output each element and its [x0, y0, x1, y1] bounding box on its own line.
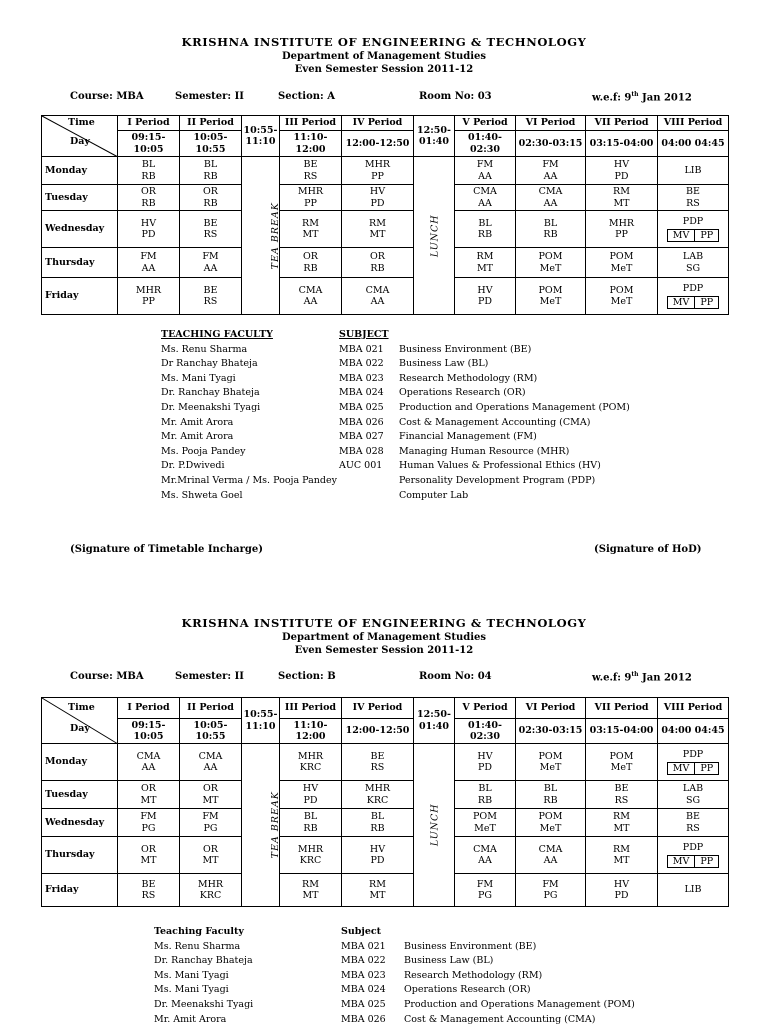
- timetable-grid-a: [41, 115, 729, 315]
- pdp-label: PDP: [682, 842, 704, 853]
- day-monday: Monday: [42, 157, 118, 185]
- faculty-name: Mr. Amit Arora: [154, 1013, 227, 1025]
- subject-code: MBA 021: [341, 940, 386, 952]
- period-3-time: 11:10-12:00: [280, 719, 342, 744]
- period-1-header: I Period: [118, 698, 180, 719]
- subject-heading-b: Subject: [341, 926, 382, 937]
- slot-cell: BL RB: [342, 809, 414, 837]
- day-tuesday: Tuesday: [42, 781, 118, 809]
- faculty-name: Ms. Mani Tyagi: [154, 969, 229, 981]
- slot-cell: BE RS: [280, 157, 342, 185]
- faculty-names-a: [161, 328, 337, 503]
- pdp-split-box: [667, 762, 719, 776]
- subject-name: Operations Research (OR): [404, 984, 531, 996]
- subject-names-b: [404, 940, 635, 1027]
- slot-cell: OR RB: [280, 248, 342, 278]
- faculty-name: Ms. Renu Sharma: [154, 940, 241, 952]
- slot-cell: HV PD: [586, 157, 658, 185]
- slot-cell: CMA AA: [516, 837, 586, 874]
- slot-cell: BE RS: [180, 211, 242, 248]
- slot-cell: OR MT: [118, 781, 180, 809]
- slot-cell: BL RB: [455, 781, 516, 809]
- slot-cell: BL RB: [455, 211, 516, 248]
- subject-code: MBA 023: [341, 969, 386, 981]
- pdp-split-box: [667, 229, 719, 243]
- day-friday: Friday: [42, 278, 118, 315]
- period-5-header: V Period: [455, 698, 516, 719]
- slot-cell: BE RS: [658, 809, 729, 837]
- period-6-time: 02:30-03:15: [516, 131, 586, 157]
- slot-cell: MHR PP: [342, 157, 414, 185]
- subject-name: Computer Lab: [399, 489, 469, 501]
- slot-cell: BL RB: [118, 157, 180, 185]
- period-4-time: 12:00-12:50: [342, 131, 414, 157]
- subject-name: Business Environment (BE): [399, 343, 532, 355]
- subject-code: MBA 024: [341, 984, 386, 996]
- slot-cell: FM AA: [455, 157, 516, 185]
- slot-cell: POM MeT: [516, 744, 586, 781]
- slot-cell: HV PD: [586, 874, 658, 907]
- slot-cell: RM MT: [586, 837, 658, 874]
- slot-cell: LAB SG: [658, 248, 729, 278]
- period-4-time: 12:00-12:50: [342, 719, 414, 744]
- room-b: Room No: 04: [419, 671, 492, 682]
- faculty-name: Dr. Meenakshi Tyagi: [154, 998, 254, 1010]
- faculty-name: Mr.Mrinal Verma / Ms. Pooja Pandey: [161, 474, 337, 486]
- wef-b: w.e.f: 9th Jan 2012: [592, 671, 692, 684]
- slot-cell: BE RS: [658, 185, 729, 211]
- slot-cell: CMA AA: [455, 185, 516, 211]
- slot-cell: OR MT: [180, 837, 242, 874]
- pdp-split-box: [667, 296, 719, 310]
- period-2-time: 10:05-10:55: [180, 719, 242, 744]
- subject-name: Human Values & Professional Ethics (HV): [399, 460, 601, 472]
- slot-cell: OR MT: [180, 781, 242, 809]
- faculty-name: Mr. Amit Arora: [161, 416, 234, 428]
- section-a: Section: A: [278, 91, 335, 102]
- slot-cell: RM MT: [455, 248, 516, 278]
- subject-code: MBA 025: [339, 401, 384, 413]
- slot-cell: BL RB: [180, 157, 242, 185]
- slot-cell: CMA AA: [280, 278, 342, 315]
- slot-cell: CMA AA: [342, 278, 414, 315]
- faculty-name: Dr. P.Dwivedi: [161, 460, 225, 472]
- day-friday: Friday: [42, 874, 118, 907]
- pdp-split-box: [667, 855, 719, 869]
- faculty-name: Dr. Meenakshi Tyagi: [161, 401, 261, 413]
- faculty-name: Ms. Pooja Pandey: [161, 445, 246, 457]
- subject-code: MBA 022: [341, 955, 386, 967]
- period-6-header: VI Period: [516, 116, 586, 131]
- corner-time-label: Time: [68, 702, 95, 713]
- subject-name: Operations Research (OR): [399, 387, 526, 399]
- slot-cell: CMA AA: [516, 185, 586, 211]
- subject-name: Managing Human Resource (MHR): [399, 445, 570, 457]
- period-7-time: 03:15-04:00: [586, 719, 658, 744]
- room-a: Room No: 03: [419, 91, 492, 102]
- slot-cell: MHR KRC: [280, 837, 342, 874]
- lunch-time: 12:50-01:40: [414, 116, 455, 157]
- slot-cell: BE RS: [118, 874, 180, 907]
- slot-cell: MHR PP: [586, 211, 658, 248]
- slot-cell: FM PG: [118, 809, 180, 837]
- timetable-grid-b: [41, 697, 729, 907]
- slot-cell: MHR KRC: [342, 781, 414, 809]
- slot-cell: RM MT: [280, 211, 342, 248]
- period-1-time: 09:15-10:05: [118, 719, 180, 744]
- subject-name: Business Environment (BE): [404, 940, 537, 952]
- slot-cell: LAB SG: [658, 781, 729, 809]
- semester-b: Semester: II: [175, 671, 244, 682]
- tea-break-label: TEA BREAK: [269, 791, 281, 859]
- period-4-header: IV Period: [342, 698, 414, 719]
- tea-break-column: [242, 744, 280, 907]
- slot-cell: HV PD: [118, 211, 180, 248]
- slot-cell: HV PD: [280, 781, 342, 809]
- course-b: Course: MBA: [70, 671, 144, 682]
- pdp-group-pp: PP: [694, 856, 718, 868]
- signature-hod: (Signature of HoD): [594, 544, 702, 555]
- slot-cell: CMA AA: [455, 837, 516, 874]
- subject-code: MBA 023: [339, 372, 384, 384]
- slot-cell: RM MT: [342, 874, 414, 907]
- period-3-header: III Period: [280, 698, 342, 719]
- slot-cell: FM AA: [118, 248, 180, 278]
- faculty-name: Dr. Ranchay Bhateja: [161, 387, 260, 399]
- department-b: Department of Management Studies: [281, 632, 487, 643]
- slot-cell: POM MeT: [455, 809, 516, 837]
- pdp-label: PDP: [682, 216, 704, 227]
- faculty-name: Ms. Shweta Goel: [161, 489, 243, 501]
- faculty-name: Ms. Mani Tyagi: [154, 984, 229, 996]
- lunch-time: 12:50-01:40: [414, 698, 455, 744]
- period-7-header: VII Period: [586, 698, 658, 719]
- slot-cell: HV PD: [455, 744, 516, 781]
- period-8-header: VIII Period: [658, 698, 729, 719]
- subject-name: Personality Development Program (PDP): [399, 474, 596, 486]
- pdp-label: PDP: [682, 749, 704, 760]
- day-thursday: Thursday: [42, 837, 118, 874]
- slot-cell: FM PG: [455, 874, 516, 907]
- course-a: Course: MBA: [70, 91, 144, 102]
- institute-title-b: KRISHNA INSTITUTE OF ENGINEERING & TECHNOLOGY: [181, 616, 587, 630]
- period-6-header: VI Period: [516, 698, 586, 719]
- period-6-time: 02:30-03:15: [516, 719, 586, 744]
- subject-names-a: [399, 343, 630, 504]
- subject-code: AUC 001: [339, 460, 383, 472]
- slot-cell: POM MeT: [586, 744, 658, 781]
- pdp-group-mv: MV: [672, 855, 690, 867]
- slot-cell: BL RB: [516, 781, 586, 809]
- pdp-cell: [658, 744, 729, 781]
- slot-cell: RM MT: [342, 211, 414, 248]
- slot-cell: POM MeT: [586, 278, 658, 315]
- subject-code: MBA 026: [339, 416, 384, 428]
- period-4-header: IV Period: [342, 116, 414, 131]
- slot-cell: RM MT: [586, 809, 658, 837]
- day-wednesday: Wednesday: [42, 211, 118, 248]
- subject-name: Research Methodology (RM): [399, 372, 538, 384]
- day-tuesday: Tuesday: [42, 185, 118, 211]
- slot-cell: OR RB: [342, 248, 414, 278]
- corner-day-label: Day: [70, 136, 90, 147]
- slot-cell: RM MT: [586, 185, 658, 211]
- slot-cell: OR RB: [180, 185, 242, 211]
- slot-cell: POM MeT: [586, 248, 658, 278]
- subject-name: Production and Operations Management (POM): [399, 401, 630, 413]
- period-1-time: 09:15-10:05: [118, 131, 180, 157]
- period-8-time: 04:00 04:45: [658, 719, 729, 744]
- faculty-name: Ms. Renu Sharma: [161, 343, 248, 355]
- slot-cell: BL RB: [516, 211, 586, 248]
- period-8-time: 04:00 04:45: [658, 131, 729, 157]
- subject-codes-b: [341, 925, 386, 1027]
- subject-name: Cost & Management Accounting (CMA): [404, 1013, 596, 1025]
- subject-code: MBA 028: [339, 445, 384, 457]
- tea-break-time: 10:55-11:10: [242, 116, 280, 157]
- corner-day-label: Day: [70, 723, 90, 734]
- slot-cell: CMA AA: [118, 744, 180, 781]
- period-5-header: V Period: [455, 116, 516, 131]
- signature-timetable-incharge: (Signature of Timetable Incharge): [70, 544, 264, 555]
- period-2-header: II Period: [180, 698, 242, 719]
- slot-cell: POM MeT: [516, 278, 586, 315]
- slot-cell: BE RS: [180, 278, 242, 315]
- slot-cell: HV PD: [342, 837, 414, 874]
- corner-time-day-b: [42, 698, 118, 744]
- subject-code: MBA 022: [339, 358, 384, 370]
- period-7-time: 03:15-04:00: [586, 131, 658, 157]
- slot-cell: LIB: [658, 874, 729, 907]
- subject-code: MBA 021: [339, 343, 384, 355]
- semester-a: Semester: II: [175, 91, 244, 102]
- subject-codes-a: [339, 328, 389, 474]
- tea-break-column: [242, 157, 280, 315]
- slot-cell: OR MT: [118, 837, 180, 874]
- day-thursday: Thursday: [42, 248, 118, 278]
- session-a: Even Semester Session 2011-12: [294, 64, 474, 75]
- period-3-header: III Period: [280, 116, 342, 131]
- faculty-heading-b: Teaching Faculty: [154, 926, 244, 937]
- pdp-group-mv: MV: [672, 229, 690, 241]
- subject-heading-a: SUBJECT: [339, 329, 389, 340]
- pdp-group-mv: MV: [672, 296, 690, 308]
- department-a: Department of Management Studies: [281, 51, 487, 62]
- pdp-group-mv: MV: [672, 762, 690, 774]
- tea-break-label: TEA BREAK: [269, 201, 281, 270]
- subject-name: Research Methodology (RM): [404, 969, 543, 981]
- slot-cell: MHR KRC: [180, 874, 242, 907]
- slot-cell: BE RS: [342, 744, 414, 781]
- faculty-name: Ms. Mani Tyagi: [161, 372, 236, 384]
- pdp-cell: [658, 211, 729, 248]
- subject-code: MBA 027: [339, 431, 384, 443]
- slot-cell: HV PD: [342, 185, 414, 211]
- subject-code: MBA 025: [341, 998, 386, 1010]
- lunch-column: [414, 157, 455, 315]
- pdp-label: PDP: [682, 283, 704, 294]
- day-monday: Monday: [42, 744, 118, 781]
- slot-cell: RM MT: [280, 874, 342, 907]
- section-b: Section: B: [278, 671, 336, 682]
- slot-cell: FM PG: [180, 809, 242, 837]
- corner-time-label: Time: [68, 117, 95, 128]
- period-1-header: I Period: [118, 116, 180, 131]
- lunch-column: [414, 744, 455, 907]
- subject-code: MBA 024: [339, 387, 384, 399]
- period-2-header: II Period: [180, 116, 242, 131]
- period-5-time: 01:40-02:30: [455, 719, 516, 744]
- period-3-time: 11:10-12:00: [280, 131, 342, 157]
- slot-cell: POM MeT: [516, 809, 586, 837]
- slot-cell: MHR PP: [118, 278, 180, 315]
- slot-cell: POM MeT: [516, 248, 586, 278]
- slot-cell: LIB: [658, 157, 729, 185]
- subject-code: MBA 026: [341, 1013, 386, 1025]
- pdp-group-pp: PP: [694, 297, 718, 309]
- slot-cell: CMA AA: [180, 744, 242, 781]
- period-5-time: 01:40-02:30: [455, 131, 516, 157]
- slot-cell: MHR KRC: [280, 744, 342, 781]
- slot-cell: BL RB: [280, 809, 342, 837]
- tea-break-time: 10:55-11:10: [242, 698, 280, 744]
- faculty-name: Dr. Ranchay Bhateja: [154, 955, 253, 967]
- corner-time-day-a: [42, 116, 118, 157]
- slot-cell: HV PD: [455, 278, 516, 315]
- day-wednesday: Wednesday: [42, 809, 118, 837]
- faculty-heading-a: TEACHING FACULTY: [161, 329, 273, 340]
- slot-cell: FM PG: [516, 874, 586, 907]
- slot-cell: OR RB: [118, 185, 180, 211]
- subject-name: Cost & Management Accounting (CMA): [399, 416, 591, 428]
- lunch-label: LUNCH: [429, 214, 441, 257]
- lunch-label: LUNCH: [429, 803, 441, 847]
- pdp-cell: [658, 278, 729, 315]
- faculty-names-b: [154, 925, 253, 1027]
- pdp-cell: [658, 837, 729, 874]
- slot-cell: MHR PP: [280, 185, 342, 211]
- slot-cell: FM AA: [516, 157, 586, 185]
- wef-a: w.e.f: 9th Jan 2012: [592, 91, 692, 104]
- pdp-group-pp: PP: [694, 230, 718, 242]
- slot-cell: BE RS: [586, 781, 658, 809]
- subject-name: Production and Operations Management (POM): [404, 998, 635, 1010]
- faculty-name: Dr Ranchay Bhateja: [161, 358, 258, 370]
- subject-name: Financial Management (FM): [399, 431, 537, 443]
- period-7-header: VII Period: [586, 116, 658, 131]
- subject-name: Business Law (BL): [404, 955, 494, 967]
- period-2-time: 10:05-10:55: [180, 131, 242, 157]
- pdp-group-pp: PP: [694, 763, 718, 775]
- institute-title-a: KRISHNA INSTITUTE OF ENGINEERING & TECHNOLOGY: [181, 35, 587, 49]
- period-8-header: VIII Period: [658, 116, 729, 131]
- faculty-name: Mr. Amit Arora: [161, 431, 234, 443]
- subject-name: Business Law (BL): [399, 358, 489, 370]
- session-b: Even Semester Session 2011-12: [294, 645, 474, 656]
- slot-cell: FM AA: [180, 248, 242, 278]
